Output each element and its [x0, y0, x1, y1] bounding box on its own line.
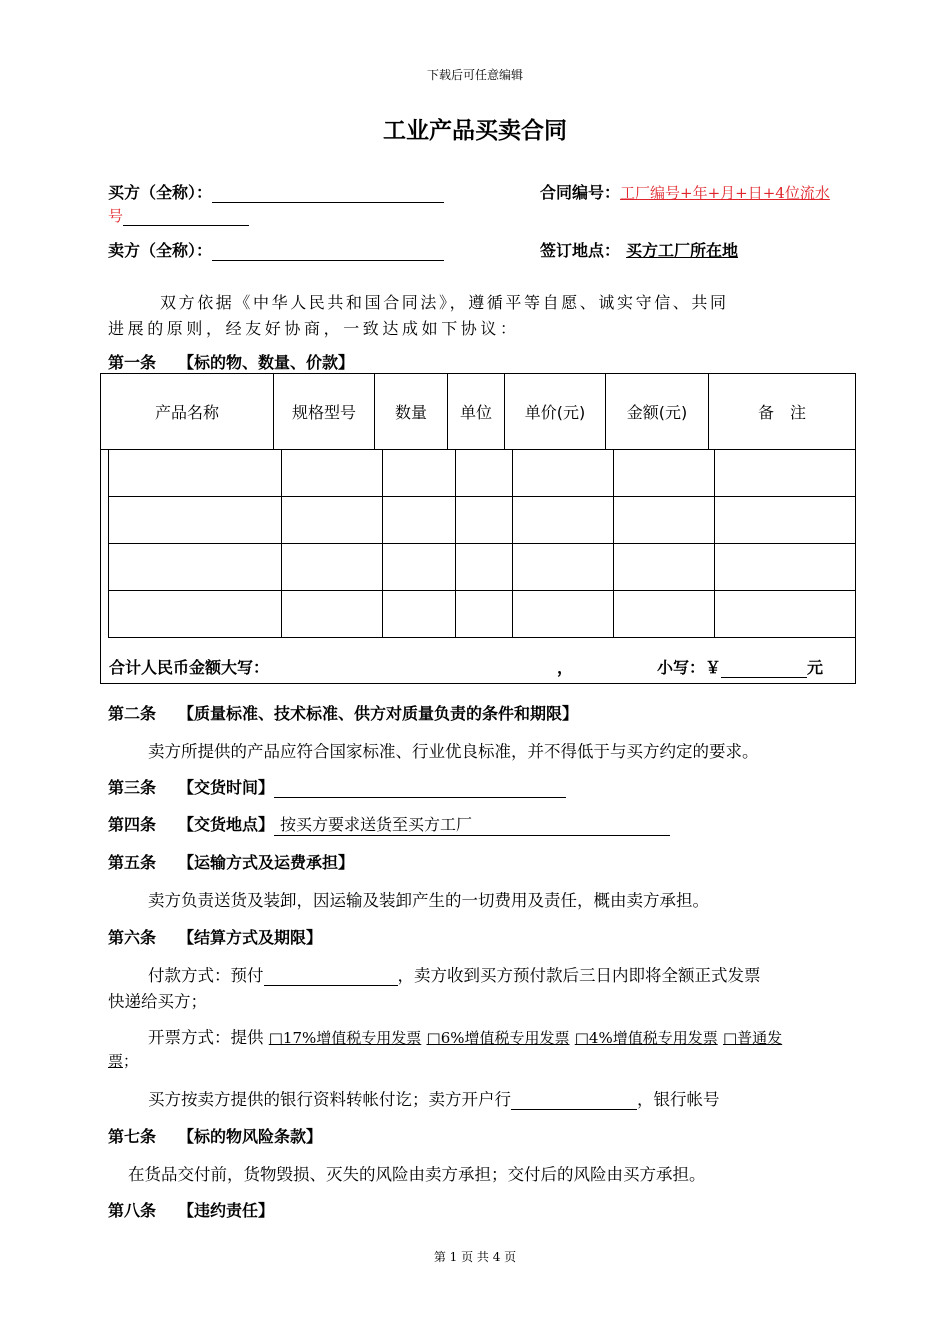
- article-4-heading: [108, 812, 670, 836]
- seller-label: 卖方（全称）：: [108, 241, 213, 260]
- payment-rest: ，卖方收到买方预付款后三日内即将全额正式发票: [397, 966, 761, 985]
- article-5-title: 【运输方式及运费承担】: [178, 853, 355, 872]
- table-cell[interactable]: [614, 591, 715, 638]
- total-comma: ，: [557, 658, 574, 677]
- seller-blank[interactable]: [212, 242, 444, 261]
- table-cell[interactable]: [715, 544, 856, 591]
- delivery-place-value: 按买方要求送货至买方工厂: [274, 812, 670, 836]
- buyer-label: 买方（全称）：: [108, 183, 213, 202]
- article-4-number: 第四条: [108, 815, 157, 834]
- header-remarks: 备 注: [709, 374, 856, 450]
- table-cell[interactable]: [282, 544, 383, 591]
- table-cell[interactable]: [456, 450, 513, 497]
- table-cell[interactable]: [282, 450, 383, 497]
- sign-place-value: 买方工厂所在地: [626, 241, 739, 260]
- article-8-heading: [108, 1198, 274, 1221]
- article-1-heading: [108, 350, 354, 373]
- total-small-label: 小写：￥: [657, 658, 722, 677]
- prepay-blank[interactable]: [264, 967, 398, 986]
- table-cell[interactable]: [383, 591, 456, 638]
- invoice-label: 开票方式：提供: [148, 1028, 264, 1047]
- goods-table: [100, 373, 856, 450]
- total-row: [100, 638, 856, 684]
- payment-line-2: 快递给买方；: [108, 992, 207, 1011]
- invoice-option-17[interactable]: □17%增值税专用发票: [268, 1029, 422, 1047]
- total-small-blank[interactable]: [721, 659, 807, 678]
- bank-blank[interactable]: [511, 1091, 637, 1110]
- article-1-title: 【标的物、数量、价款】: [178, 353, 355, 372]
- total-yuan: 元: [807, 658, 824, 677]
- header-unit: 单位: [448, 374, 505, 450]
- header-amount: 金额(元): [606, 374, 709, 450]
- intro-line-1: 双方依据《中华人民共和国合同法》，遵循平等自愿、诚实守信、共同: [160, 293, 729, 312]
- delivery-time-blank[interactable]: [274, 779, 566, 798]
- article-7-text: 在货品交付前，货物毁损、灭失的风险由卖方承担；交付后的风险由买方承担。: [128, 1165, 706, 1184]
- table-row: [109, 450, 856, 497]
- table-cell[interactable]: [513, 450, 614, 497]
- article-7-title: 【标的物风险条款】: [178, 1127, 323, 1146]
- contract-no-row: [540, 180, 830, 203]
- article-2-heading: [108, 701, 578, 724]
- seller-row: [108, 238, 444, 261]
- article-8-title: 【违约责任】: [178, 1201, 275, 1220]
- table-cell[interactable]: [715, 497, 856, 544]
- table-cell[interactable]: [109, 544, 282, 591]
- table-left-edge: [100, 449, 101, 639]
- article-5-heading: [108, 850, 354, 873]
- payment-row: [148, 962, 761, 986]
- article-2-number: 第二条: [108, 704, 157, 723]
- article-6-heading: [108, 925, 322, 948]
- table-row: [109, 591, 856, 638]
- bank-account-label: ，银行帐号: [637, 1090, 720, 1109]
- table-row: [109, 544, 856, 591]
- article-7-heading: [108, 1124, 322, 1147]
- invoice-option-4[interactable]: □4%增值税专用发票: [574, 1029, 718, 1047]
- sign-place-label: 签订地点：: [540, 241, 621, 260]
- table-cell[interactable]: [282, 591, 383, 638]
- table-cell[interactable]: [456, 544, 513, 591]
- article-6-title: 【结算方式及期限】: [178, 928, 323, 947]
- goods-table-header: [101, 374, 856, 450]
- buyer-row: [108, 180, 444, 203]
- article-7-number: 第七条: [108, 1127, 157, 1146]
- buyer-blank[interactable]: [212, 184, 444, 203]
- article-6-number: 第六条: [108, 928, 157, 947]
- bank-text: 买方按卖方提供的银行资料转帐付讫；卖方开户行: [148, 1090, 511, 1109]
- table-cell[interactable]: [456, 497, 513, 544]
- table-cell[interactable]: [282, 497, 383, 544]
- invoice-row-tail: [108, 1050, 138, 1071]
- article-3-number: 第三条: [108, 778, 157, 797]
- total-small-row: [657, 655, 823, 678]
- table-cell[interactable]: [715, 591, 856, 638]
- table-cell[interactable]: [614, 497, 715, 544]
- article-5-text: 卖方负责送货及装卸，因运输及装卸产生的一切费用及责任，概由卖方承担。: [148, 891, 709, 910]
- header-quantity: 数量: [375, 374, 448, 450]
- invoice-row-end: ；: [123, 1052, 139, 1070]
- header-product-name: 产品名称: [101, 374, 274, 450]
- table-cell[interactable]: [109, 497, 282, 544]
- contract-no-value: 工厂编号+年+月+日+4位流水: [620, 184, 830, 202]
- article-8-number: 第八条: [108, 1201, 157, 1220]
- table-cell[interactable]: [513, 497, 614, 544]
- contract-no-wrap: [108, 205, 249, 226]
- table-cell[interactable]: [456, 591, 513, 638]
- table-cell[interactable]: [109, 450, 282, 497]
- table-cell[interactable]: [383, 544, 456, 591]
- contract-no-blank: [123, 211, 249, 226]
- table-cell[interactable]: [109, 591, 282, 638]
- invoice-option-general[interactable]: □普通发: [722, 1029, 783, 1047]
- invoice-option-general-tail: 票: [108, 1052, 124, 1070]
- article-5-number: 第五条: [108, 853, 157, 872]
- table-cell[interactable]: [383, 450, 456, 497]
- header-spec-model: 规格型号: [274, 374, 375, 450]
- article-1-number: 第一条: [108, 353, 157, 372]
- article-3-title: 【交货时间】: [178, 778, 275, 797]
- table-cell[interactable]: [383, 497, 456, 544]
- header-note: 下载后可任意编辑: [426, 68, 523, 82]
- intro-line-2: 进展的原则，经友好协商，一致达成如下协议：: [108, 319, 520, 338]
- table-cell[interactable]: [614, 450, 715, 497]
- article-3-heading: [108, 775, 566, 798]
- total-label: 合计人民币金额大写：: [109, 658, 270, 677]
- payment-label: 付款方式：预付: [148, 966, 264, 985]
- sign-place-row: [540, 238, 756, 261]
- table-cell[interactable]: [715, 450, 856, 497]
- goods-table-body: [108, 449, 856, 638]
- page-footer: 第 1 页 共 4 页: [433, 1250, 517, 1264]
- table-cell[interactable]: [513, 591, 614, 638]
- invoice-row: [148, 1024, 782, 1048]
- contract-no-value-tail: 号: [108, 207, 124, 225]
- bank-row: [148, 1086, 720, 1110]
- table-cell[interactable]: [614, 544, 715, 591]
- page-title: 工业产品买卖合同: [383, 118, 567, 144]
- table-cell[interactable]: [513, 544, 614, 591]
- article-2-title: 【质量标准、技术标准、供方对质量负责的条件和期限】: [178, 704, 579, 723]
- article-2-text: 卖方所提供的产品应符合国家标准、行业优良标准，并不得低于与买方约定的要求。: [148, 742, 759, 761]
- invoice-option-6[interactable]: □6%增值税专用发票: [426, 1029, 570, 1047]
- article-4-title: 【交货地点】: [178, 815, 275, 834]
- contract-no-label: 合同编号：: [540, 183, 621, 202]
- table-row: [109, 497, 856, 544]
- header-unit-price: 单价(元): [505, 374, 606, 450]
